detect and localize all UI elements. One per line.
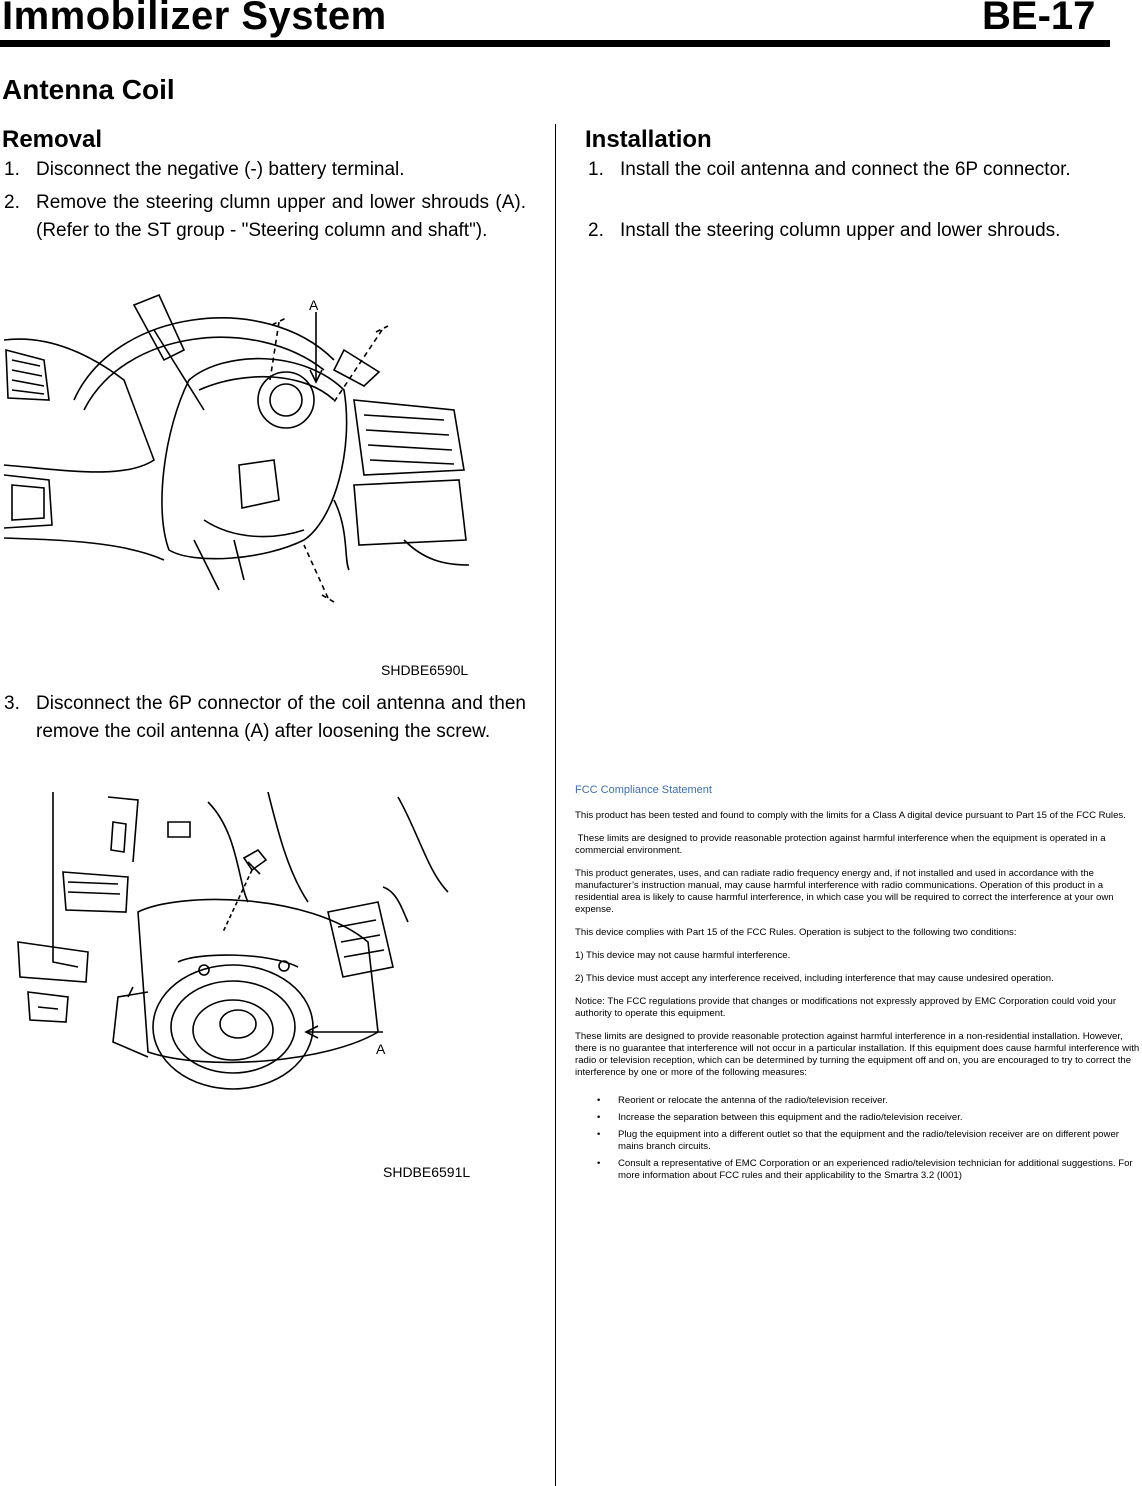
list-item-text: Plug the equipment into a different outlet so that the equipment and the radio/television receiver are on different power mains branch circuits. — [618, 1129, 1119, 1152]
fcc-paragraph: 2) This device must accept any interference received, including interference that may cause undesired operation. — [575, 973, 1054, 984]
step-text: Install the coil antenna and connect the 6P connector. — [620, 159, 1071, 180]
figure1-callout-a: A — [309, 297, 319, 313]
list-item — [575, 1158, 1142, 1182]
removal-heading: Removal — [2, 126, 103, 153]
fcc-paragraph: These limits are designed to provide reasonable protection against harmful interference in a non-residential installation. However, there is no guarantee that interference will not occur in a particular installation. If this equipment does cause harmful interference with radio or television reception, which can be determined by turning the equipment off and on, you are encouraged to try to correct the interference by one or more of the following measures: — [575, 1031, 1140, 1078]
section-title: Antenna Coil — [2, 74, 175, 105]
fcc-paragraph: Notice: The FCC regulations provide that changes or modifications not expressly approved by EMC Corporation could void your authority to operate this equipment. — [575, 996, 1117, 1019]
coil-antenna-illustration — [8, 792, 463, 1112]
fcc-measures-list — [575, 1095, 1142, 1182]
figure1-code: SHDBE6590L — [381, 662, 469, 678]
steering-shroud-illustration — [4, 290, 474, 620]
page-header-title: Immobilizer System — [2, 0, 387, 38]
bullet: • — [597, 1095, 601, 1106]
bullet: • — [597, 1112, 601, 1123]
bullet: • — [597, 1158, 601, 1169]
fcc-paragraph: These limits are designed to provide reasonable protection against harmful interference when the equipment is operated in a commercial environment. — [575, 833, 1109, 856]
fcc-paragraph: This product generates, uses, and can radiate radio frequency energy and, if not installed and used in accordance with the manufacturer’s instruction manual, may cause harmful interference with radio communications. Operation of this product in a residential area is likely to cause harmful interference, in which case you will be required to correct the interference at your own expense. — [575, 868, 1114, 915]
step-number: 1. — [4, 159, 20, 180]
list-item — [575, 1129, 1142, 1153]
page-number: BE-17 — [982, 0, 1096, 38]
step-number: 1. — [588, 159, 604, 180]
step-number: 2. — [588, 220, 604, 241]
step-text: Disconnect the negative (-) battery terminal. — [36, 159, 405, 180]
fcc-paragraph: This product has been tested and found to comply with the limits for a Class A digital device pursuant to Part 15 of the FCC Rules. — [575, 810, 1126, 821]
list-item — [575, 1095, 1142, 1107]
list-item-text: Increase the separation between this equipment and the radio/television receiver. — [618, 1112, 963, 1123]
header-rule — [0, 40, 1110, 47]
step-number: 3. — [4, 693, 20, 714]
fcc-paragraph: 1) This device may not cause harmful interference. — [575, 950, 791, 961]
bullet: • — [597, 1129, 601, 1140]
installation-heading: Installation — [585, 126, 712, 153]
figure2-code: SHDBE6591L — [383, 1164, 471, 1180]
fcc-statement — [575, 784, 1142, 1187]
list-item-text: Reorient or relocate the antenna of the radio/television receiver. — [618, 1095, 888, 1106]
list-item — [575, 1112, 1142, 1124]
column-divider — [555, 124, 556, 1486]
list-item-text: Consult a representative of EMC Corporation or an experienced radio/television technician for additional suggestions. For more information about FCC rules and their applicability to the Smartra 3.2 (I001) — [618, 1158, 1133, 1181]
fcc-title: FCC Compliance Statement — [575, 784, 712, 796]
step-number: 2. — [4, 192, 20, 213]
step-text: Disconnect the 6P connector of the coil antenna and then remove the coil antenna (A) after loosening the screw. — [36, 693, 526, 742]
step-text: Install the steering column upper and lower shrouds. — [620, 220, 1061, 241]
fcc-paragraph: This device complies with Part 15 of the FCC Rules. Operation is subject to the following two conditions: — [575, 927, 1017, 938]
step-text: Remove the steering clumn upper and lower shrouds (A). (Refer to the ST group - "Steering column and shaft"). — [36, 192, 526, 241]
figure2-callout-a: A — [376, 1041, 386, 1057]
